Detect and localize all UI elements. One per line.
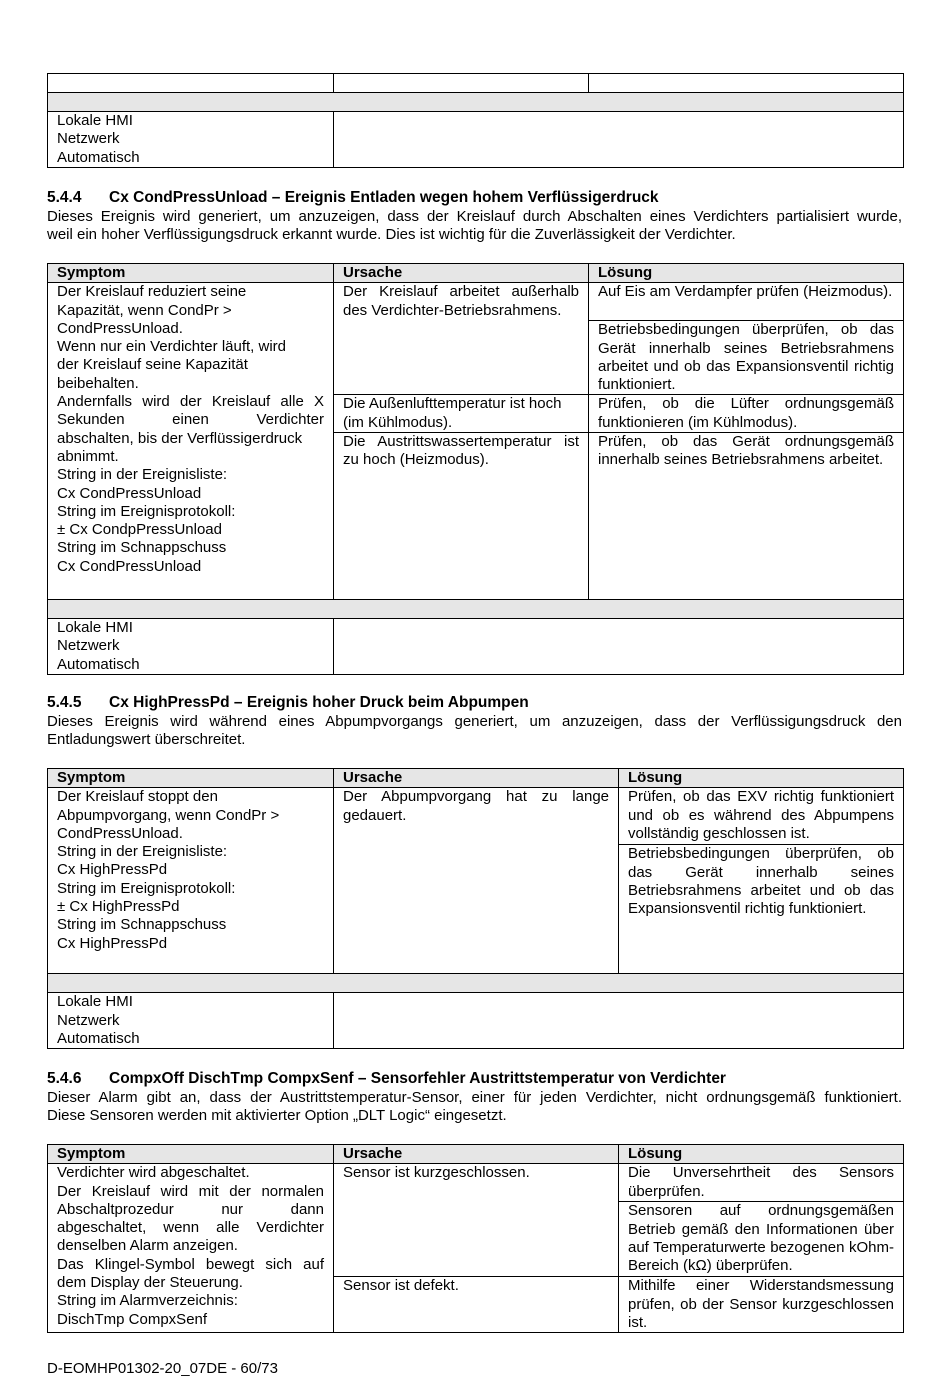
solution-cell: Prüfen, ob das EXV richtig funktioniert und ob es während des Abpumpens vollständig geschlossen ist. Betriebsbedingungen überprüfen, ob das Gerät innerhalb seines Betriebsrahmens arbeitet und ob das Expansionsventil richtig funktioniert. [619, 788, 904, 974]
section-intro: Dieser Alarm gibt an, dass der Austrittstemperatur-Sensor, einer für jeden Verdichter, nicht ordnungsgemäß funktioniert. Diese Sensoren werden mit aktivierter Option „DLT Logic“ eingesetzt. [47, 1089, 902, 1125]
channel-item: Netzwerk [57, 130, 120, 148]
channel-item: Automatisch [57, 148, 140, 166]
symptom-cell: Der Kreislauf reduziert seine Kapazität, wenn CondPr > CondPressUnload. Wenn nur ein Verdichter läuft, wird der Kreislauf seine Kapazität beibehalten. Andernfalls wird der Kreislauf alle X Sekunden einen Verdichter abschalten, bis der Verflüssigerdruck abnimmt. String in der Ereignisliste: Cx CondPressUnload String im Ereignisprotokoll: ± Cx CondpPressUnload String im Schnappschuss Cx CondPressUnload [48, 283, 334, 600]
cause-cell: Die Austrittswassertemperatur ist zu hoch (Heizmodus). [334, 433, 589, 600]
solution-cell: Auf Eis am Verdampfer prüfen (Heizmodus). Betriebsbedingungen überprüfen, ob das Gerät innerhalb seines Betriebsrahmens arbeitet und ob das Expansionsventil richtig funktioniert. [589, 283, 904, 395]
header-solution: Lösung [619, 1145, 904, 1164]
header-cause: Ursache [334, 264, 589, 283]
header-symptom: Symptom [48, 769, 334, 788]
header-solution: Lösung [619, 769, 904, 788]
solution-cell: Mithilfe einer Widerstandsmessung prüfen, ob der Sensor kurzgeschlossen ist. [619, 1277, 904, 1333]
section-heading: 5.4.6 CompxOff DischTmp CompxSenf – Sensorfehler Austrittstemperatur von Verdichter [47, 1070, 726, 1087]
channel-item: Lokale HMI [57, 112, 133, 129]
solution-cell: Prüfen, ob das Gerät ordnungsgemäß innerhalb seines Betriebsrahmens arbeitet. [589, 433, 904, 600]
solution-cell: Prüfen, ob die Lüfter ordnungsgemäß funktionieren (im Kühlmodus). [589, 395, 904, 433]
event-table-highpresspd [47, 768, 904, 1049]
page-footer: D-EOMHP01302-20_07DE - 60/73 [47, 1360, 278, 1377]
cause-cell: Sensor ist defekt. [334, 1277, 619, 1333]
cause-cell: Der Abpumpvorgang hat zu lange gedauert. [334, 788, 619, 974]
symptom-cell: Der Kreislauf stoppt den Abpumpvorgang, wenn CondPr > CondPressUnload. String in der Ereignisliste: Cx HighPressPd String im Ereignisprotokoll: ± Cx HighPressPd String im Schnappschuss Cx HighPressPd [48, 788, 334, 974]
cause-cell: Der Kreislauf arbeitet außerhalb des Verdichter-Betriebsrahmens. [334, 283, 589, 395]
top-table [47, 73, 904, 168]
alarm-table-dischtmp [47, 1144, 904, 1333]
solution-cell: Die Unversehrtheit des Sensors überprüfen. Sensoren auf ordnungsgemäßen Betrieb gemäß den Informationen über auf Temperaturwerte bezogenen kOhm-Bereich (kΩ) überprüfen. [619, 1164, 904, 1277]
header-cause: Ursache [334, 1145, 619, 1164]
header-solution: Lösung [589, 264, 904, 283]
section-intro: Dieses Ereignis wird während eines Abpumpvorgangs generiert, um anzuzeigen, dass der Verflüssigungsdruck den Entladungswert überschreitet. [47, 713, 902, 749]
notification-channels: Lokale HMI Netzwerk Automatisch [48, 993, 334, 1049]
header-symptom: Symptom [48, 1145, 334, 1164]
symptom-cell: Verdichter wird abgeschaltet. Der Kreislauf wird mit der normalen Abschaltprozedur nur dann abgeschaltet, wenn alle Verdichter denselben Alarm anzeigen. Das Klingel-Symbol bewegt sich auf dem Display der Steuerung. String im Alarmverzeichnis: DischTmp CompxSenf [48, 1164, 334, 1333]
section-heading: 5.4.4 Cx CondPressUnload – Ereignis Entladen wegen hohem Verflüssigerdruck [47, 189, 659, 206]
cause-cell: Die Außenlufttemperatur ist hoch (im Kühlmodus). [334, 395, 589, 433]
notification-channels [48, 112, 334, 168]
header-symptom: Symptom [48, 264, 334, 283]
event-table-condpressunload [47, 263, 904, 675]
section-heading: 5.4.5 Cx HighPressPd – Ereignis hoher Druck beim Abpumpen [47, 694, 529, 711]
cause-cell: Sensor ist kurzgeschlossen. [334, 1164, 619, 1277]
header-cause: Ursache [334, 769, 619, 788]
section-intro: Dieses Ereignis wird generiert, um anzuzeigen, dass der Kreislauf durch Abschalten eines Verdichters partialisiert wurde, weil ein hoher Verflüssigungsdruck erkannt wurde. Dies ist wichtig für die Zuverlässigkeit der Verdichter. [47, 208, 902, 244]
notification-channels: Lokale HMI Netzwerk Automatisch [48, 619, 334, 675]
